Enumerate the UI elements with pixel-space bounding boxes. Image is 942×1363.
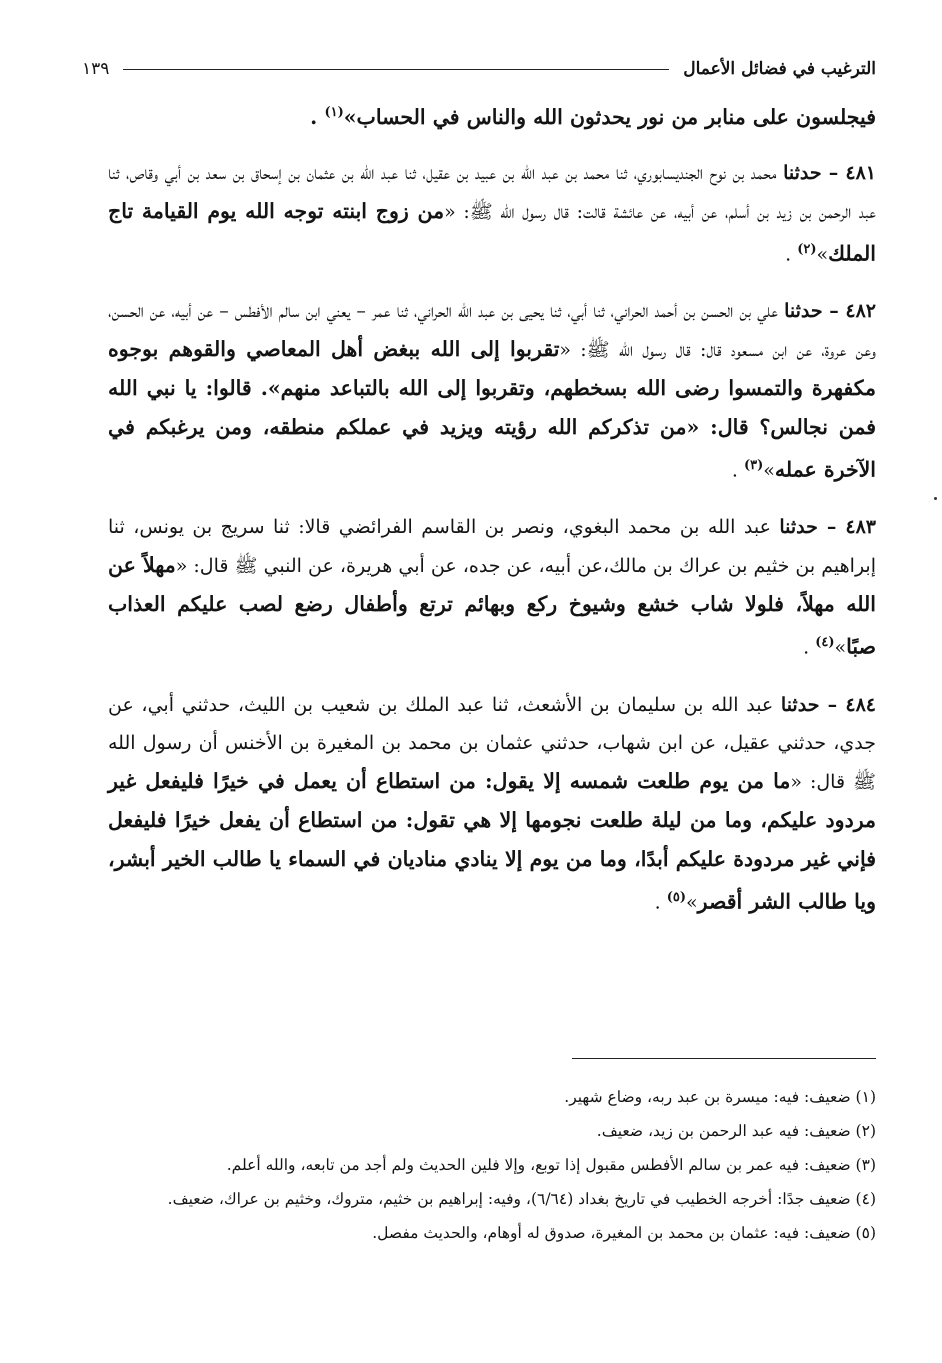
footnotes <box>108 1080 876 1250</box>
footnote-ref: (١) <box>324 105 344 120</box>
footnote-ref: (٢) <box>797 241 817 257</box>
hadith-482 <box>108 292 876 489</box>
hadith-number: ٤٨٢ – <box>822 300 876 323</box>
footnote-ref: (٥) <box>666 889 687 905</box>
hadith-isnad: علي بن الحسن بن أحمد الحراني، ثنا أبي، ثنا يحيى بن عبد الله الحراني، ثنا عمر – يعني ابن سالم الأفطس – عن أبيه، عن الحسن، وعن عروة، عن ابن مسعود قال: قال رسول الله ﷺ: « <box>108 300 876 362</box>
hadith-481 <box>108 154 876 273</box>
hadith-number: ٤٨١ – <box>821 161 876 184</box>
hadith-isnad: عبد الله بن سليمان بن الأشعث، ثنا عبد الملك بن شعيب بن الليث، حدثني أبي، عن جدي، حدثني عقيل، عن ابن شهاب، حدثني عثمان بن محمد بن المغيرة بن الأخنس أن رسول الله ﷺ قال: « <box>108 693 877 793</box>
hadith-verb: حدثنا <box>784 300 823 323</box>
continued-hadith-text <box>108 92 876 138</box>
hadith-verb: حدثنا <box>783 161 822 184</box>
hadith-matn: مهلاً عن الله مهلاً، فلولا شاب خشع وشيوخ ركع وبهائم ترتع وأطفال رضع لصب عليكم العذاب صبًا <box>108 553 876 659</box>
hadith-verb: حدثنا <box>779 516 818 539</box>
lead-end: . <box>310 104 325 129</box>
footnote-ref: (٣) <box>743 458 764 474</box>
hadith-end: . <box>803 636 816 659</box>
hadith-number: ٤٨٣ – <box>817 516 876 539</box>
hadith-close-quote: » <box>686 891 698 914</box>
hadith-isnad: محمد بن نوح الجنديسابوري، ثنا محمد بن عبد الله بن عبيد بن عقيل، ثنا عبد الله بن عثمان بن إسحاق بن سعد بن أبي وقاص، ثنا عبد الرحمن بن زيد بن أسلم، عن أبيه، عن عائشة قالت: قال رسول الله ﷺ: « <box>108 161 876 223</box>
hadith-verb: حدثنا <box>780 693 820 716</box>
footnote-2: (٢) ضعيف: فيه عبد الرحمن بن زيد، ضعيف. <box>596 1122 876 1140</box>
footnote-1: (١) ضعيف: فيه: ميسرة بن عبد ربه، وضاع شهير. <box>564 1088 876 1106</box>
hadith-end: . <box>654 891 667 914</box>
footnote-5: (٥) ضعيف: فيه: عثمان بن محمد بن المغيرة، صدوق له أوهام، والحديث مفصل. <box>372 1224 876 1242</box>
hadith-484 <box>108 686 876 921</box>
hadith-close-quote: » <box>834 636 847 659</box>
hadith-end: . <box>731 459 744 482</box>
main-text <box>108 92 876 940</box>
footnote-4: (٤) ضعيف جدًا: أخرجه الخطيب في تاريخ بغداد (٦/٦٤)، وفيه: إبراهيم بن خثيم، متروك، وخثيم بن عراك، ضعيف. <box>167 1190 876 1208</box>
hadith-number: ٤٨٤ – <box>819 693 876 716</box>
running-title: الترغيب في فضائل الأعمال <box>683 59 876 79</box>
hadith-matn: ما من يوم طلعت شمسه إلا يقول: من استطاع أن يعمل في خيرًا فليفعل غير مردود عليكم، وما من ليلة طلعت نجومها إلا هي تقول: من استطاع أن يفعل خيرًا فليفعل فإني غير مردودة عليكم أبدًا، وما من يوم إلا ينادي مناديان في السماء يا طالب الخير أبشر، ويا طالب الشر أقصر <box>108 768 876 914</box>
footnote-separator <box>572 1058 876 1059</box>
hadith-matn: من زوج ابنته توجه الله يوم القيامة تاج الملك <box>108 198 876 266</box>
page-number: ١٣٩ <box>82 59 110 79</box>
page-header <box>82 52 876 86</box>
hadith-close-quote: » <box>763 459 775 482</box>
hadith-end: . <box>785 243 798 266</box>
footnote-3: (٣) ضعيف: فيه عمر بن سالم الأفطس مقبول إذا توبع، وإلا فلين الحديث ولم أجد من تابعه، والله أعلم. <box>226 1156 876 1174</box>
lead-text: فيجلسون على منابر من نور يحدثون الله والناس في الحساب» <box>343 104 876 129</box>
margin-dot <box>934 497 937 500</box>
hadith-isnad: عبد الله بن محمد البغوي، ونصر بن القاسم الفرائضي قالا: ثنا سريج بن يونس، ثنا إبراهيم بن خثيم بن عراك بن مالك،عن أبيه، عن جده، عن أبي هريرة، عن النبي ﷺ قال: « <box>108 516 876 578</box>
hadith-close-quote: » <box>816 243 829 266</box>
hadith-483 <box>108 508 876 666</box>
hadith-matn: تقربوا إلى الله ببغض أهل المعاصي والقوهم بوجوه مكفهرة والتمسوا رضى الله بسخطهم، وتقربوا إلى الله بالتباعد منهم». قالوا: يا نبي الله فمن نجالس؟ قال: «من تذكركم الله رؤيته ويزيد في عملكم منطقه، ومن يرغبكم في الآخرة عمله <box>108 337 876 482</box>
footnote-ref: (٤) <box>815 635 835 651</box>
header-rule <box>123 69 669 70</box>
